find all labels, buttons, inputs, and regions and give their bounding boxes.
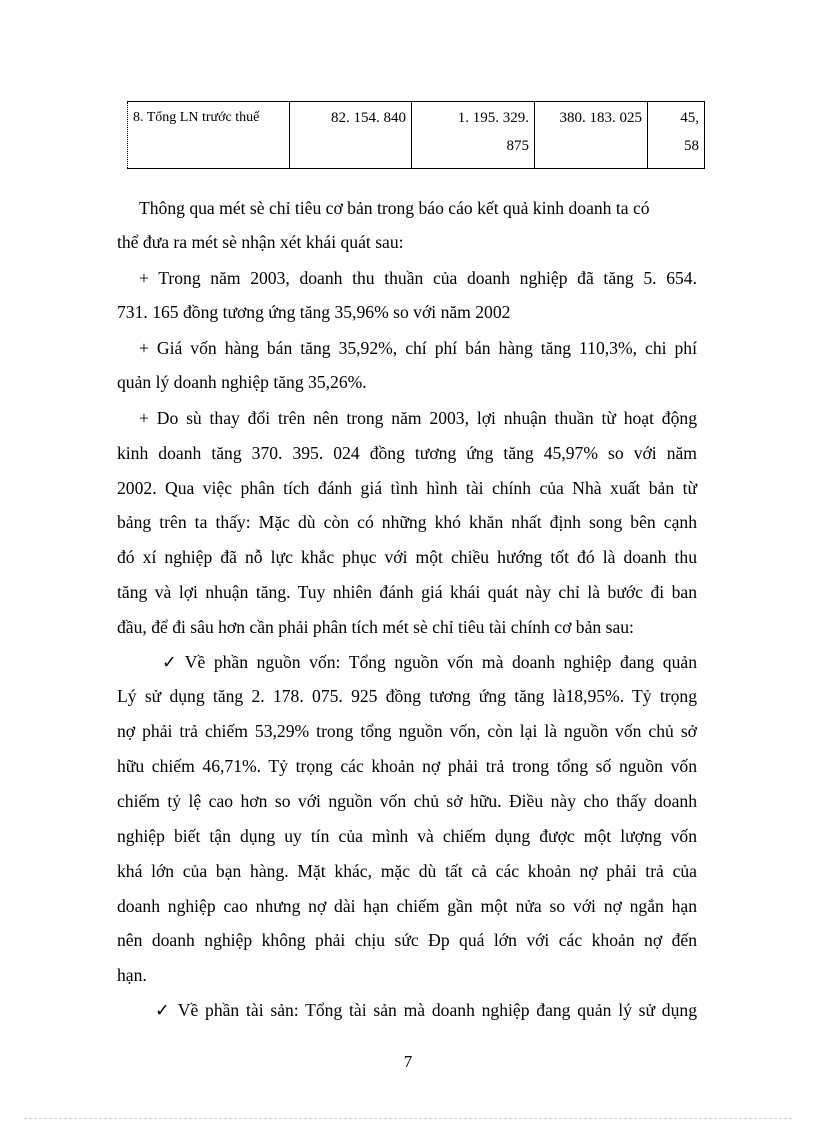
paragraph-line: doanh nghiệp cao nhưng nợ dài hạn chiếm gần một nửa so với nợ ngắn hạn (117, 896, 697, 916)
paragraph-line: + Giá vốn hàng bán tăng 35,92%, chí phí bán hàng tăng 110,3%, chi phí (139, 338, 697, 358)
paragraph-line: 2002. Qua việc phân tích đánh giá tình hình tài chính của Nhà xuất bản từ (117, 478, 697, 498)
paragraph-line: bảng trên ta thấy: Mặc dù còn có những khó khăn nhất định song bên cạnh (117, 512, 697, 532)
value-cell-2003 (412, 102, 535, 169)
bullet-item (162, 652, 697, 673)
paragraph-line: Lý sử dụng tăng 2. 178. 075. 925 đồng tương ứng tăng là18,95%. Tỷ trọng (117, 686, 697, 706)
paragraph-line: Về phần nguồn vốn: Tổng nguồn vốn mà doanh nghiệp đang quản (184, 652, 697, 672)
paragraph-line: chiếm tỷ lệ cao hơn so với nguồn vốn chủ sở hữu. Điều này cho thấy doanh (117, 791, 697, 811)
value-percent-line2: 58 (684, 138, 699, 154)
value-change: 380. 183. 025 (559, 110, 642, 126)
value-percent-line1: 45, (680, 110, 699, 126)
page-bottom-divider (24, 1118, 792, 1119)
paragraph-line: quản lý doanh nghiệp tăng 35,26%. (117, 372, 367, 392)
paragraph-line: 731. 165 đồng tương ứng tăng 35,96% so với năm 2002 (117, 302, 511, 322)
paragraph-line: đầu, để đi sâu hơn cần phải phân tích mét sè chỉ tiêu tài chính cơ bản sau: (117, 617, 634, 637)
paragraph-line: tăng và lợi nhuận tăng. Tuy nhiên đánh giá khái quát này chỉ là bước đi ban (117, 582, 697, 602)
value-cell-percent (648, 102, 705, 169)
paragraph-line: Thông qua mét sè chỉ tiêu cơ bản trong báo cáo kết quả kinh doanh ta có (139, 198, 650, 218)
value-2003-line1: 1. 195. 329. (457, 110, 529, 126)
paragraph-line: nghiệp biết tận dụng uy tín của mình và chiếm dụng được một lượng vốn (117, 826, 697, 846)
paragraph-line: khá lớn của bạn hàng. Mặt khác, mặc dù tất cả các khoản nợ phải trả của (117, 861, 697, 881)
paragraph-line: + Trong năm 2003, doanh thu thuần của doanh nghiệp đã tăng 5. 654. (139, 268, 697, 288)
profit-table (127, 101, 705, 169)
bullet-item (155, 1000, 697, 1021)
paragraph-line: đó xí nghiệp đã nỗ lực khắc phục với một chiều hướng tốt đó là doanh thu (117, 547, 697, 567)
paragraph-line: nên doanh nghiệp không phải chịu sức Ðp quá lớn với các khoản nợ đến (117, 930, 697, 950)
value-2003-line2: 875 (506, 138, 529, 154)
checkmark-icon: ✓ (155, 1000, 170, 1020)
paragraph-line: hữu chiếm 46,71%. Tỷ trọng các khoản nợ phải trả trong tổng số nguồn vốn (117, 756, 697, 776)
checkmark-icon: ✓ (162, 652, 177, 672)
value-2002: 82. 154. 840 (331, 110, 406, 126)
paragraph-line: kinh doanh tăng 370. 395. 024 đồng tương ứng tăng 45,97% so với năm (117, 443, 697, 463)
paragraph-line: nợ phải trả chiếm 53,29% trong tổng nguồn vốn, còn lại là nguồn vốn chủ sở (117, 721, 697, 741)
value-cell-2002 (290, 102, 412, 169)
value-cell-change (535, 102, 648, 169)
table-row (128, 102, 705, 169)
paragraph-line: thể đưa ra mét sè nhận xét khái quát sau: (117, 232, 404, 252)
paragraph-line: Về phần tài sản: Tổng tài sản mà doanh nghiệp đang quản lý sử dụng (177, 1000, 697, 1020)
paragraph-line: hạn. (117, 965, 147, 985)
page-number: 7 (403, 1052, 413, 1071)
row-label-cell (128, 102, 290, 169)
paragraph-line: + Do sù thay đổi trên nên trong năm 2003, lợi nhuận thuần từ hoạt động (139, 408, 697, 428)
row-label: 8. Tổng LN trước thuế (133, 110, 260, 125)
